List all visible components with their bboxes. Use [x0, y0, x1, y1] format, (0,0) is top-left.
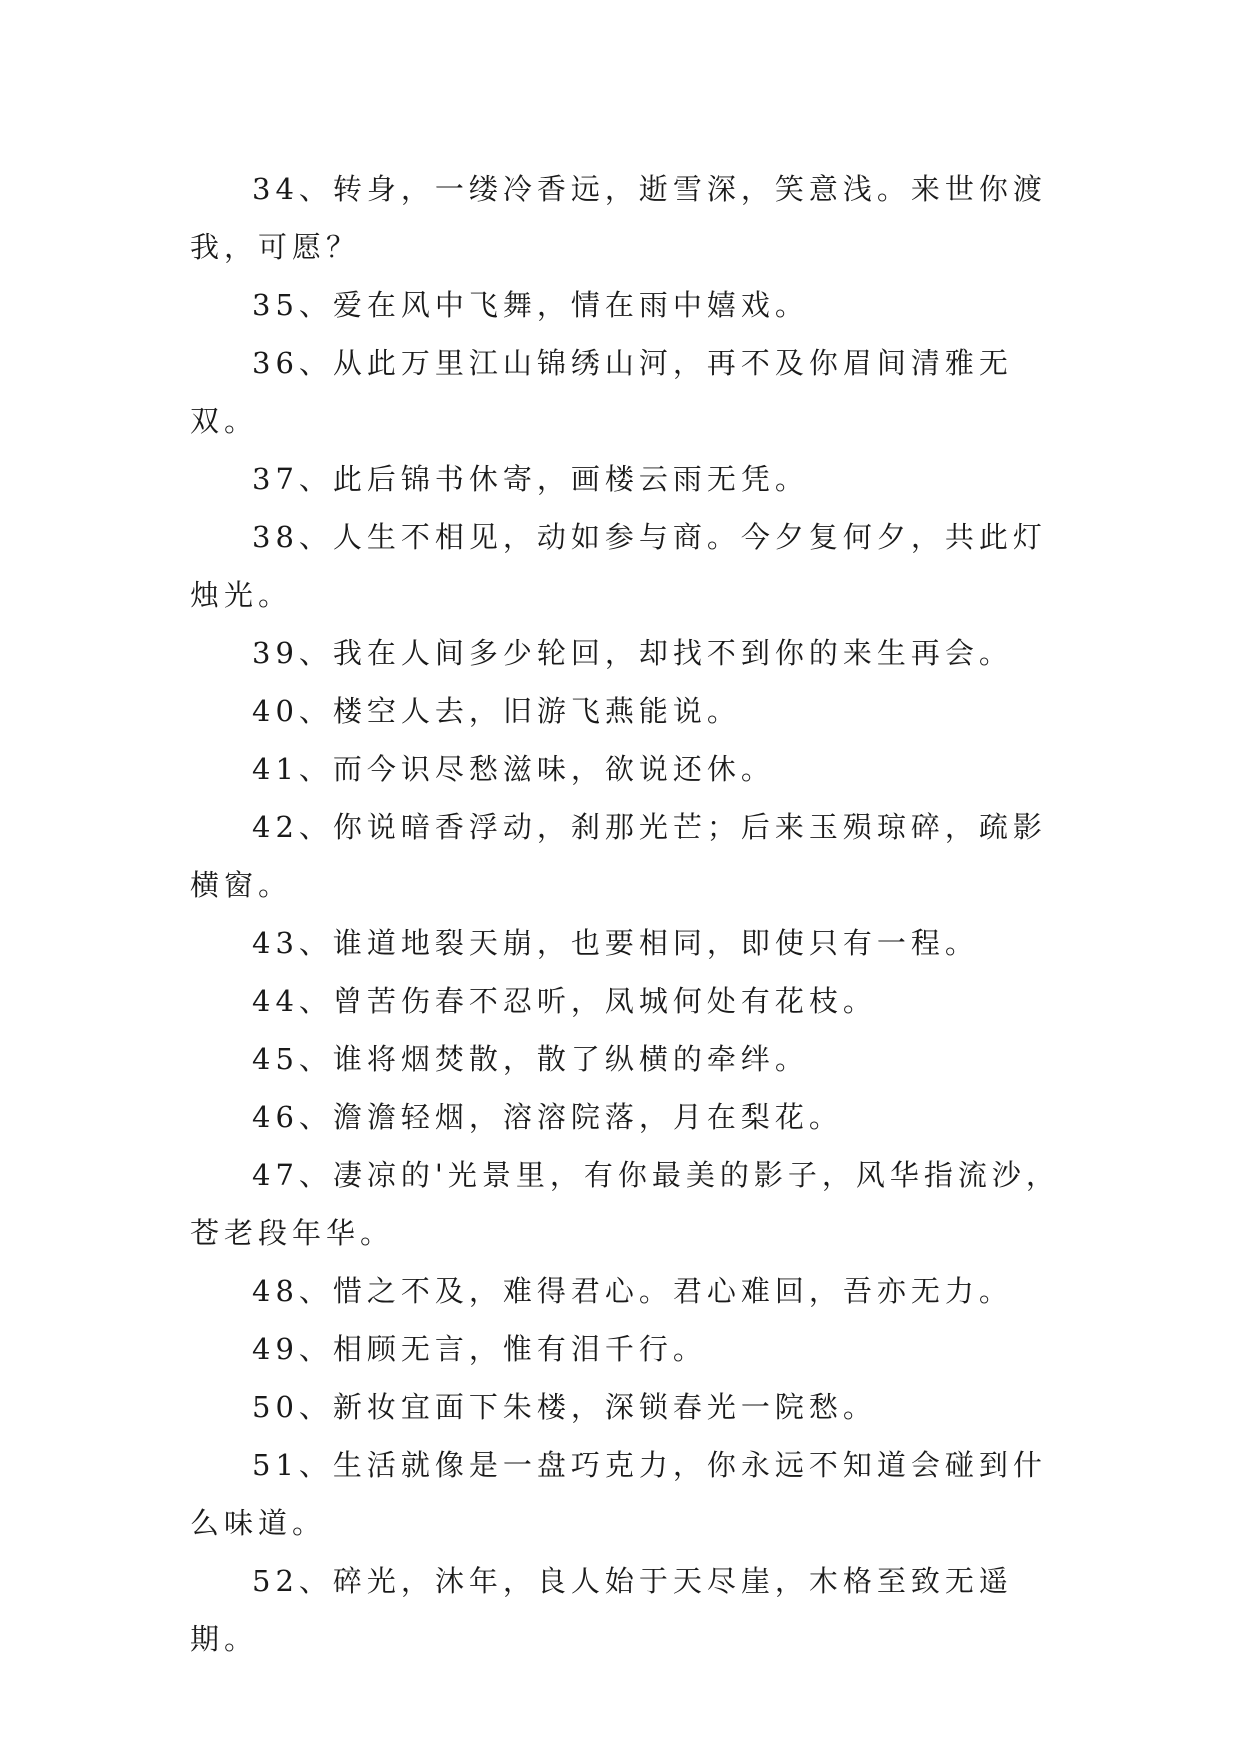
quote-paragraph: 37、此后锦书休寄，画楼云雨无凭。 — [252, 462, 809, 496]
quote-paragraph: 49、相顾无言，惟有泪千行。 — [252, 1332, 707, 1366]
quote-paragraph: 45、谁将烟焚散，散了纵横的牵绊。 — [252, 1042, 809, 1076]
quote-paragraph: 38、人生不相见，动如参与商。今夕复何夕，共此灯烛光。 — [190, 520, 1047, 612]
quote-paragraph: 46、澹澹轻烟，溶溶院落，月在梨花。 — [252, 1100, 843, 1134]
quote-paragraph: 34、转身，一缕冷香远，逝雪深，笑意浅。来世你渡我，可愿？ — [190, 172, 1047, 264]
quote-paragraph: 44、曾苦伤春不忍听，凤城何处有花枝。 — [252, 984, 877, 1018]
quote-paragraph: 43、谁道地裂天崩，也要相同，即使只有一程。 — [252, 926, 979, 960]
quote-paragraph: 41、而今识尽愁滋味，欲说还休。 — [252, 752, 775, 786]
quote-paragraph: 36、从此万里江山锦绣山河，再不及你眉间清雅无双。 — [190, 346, 1013, 438]
quote-paragraph: 51、生活就像是一盘巧克力，你永远不知道会碰到什么味道。 — [190, 1448, 1047, 1540]
quote-paragraph: 48、惜之不及，难得君心。君心难回，吾亦无力。 — [252, 1274, 1013, 1308]
quote-paragraph: 42、你说暗香浮动，刹那光芒；后来玉殒琼碎，疏影横窗。 — [190, 810, 1047, 902]
quote-paragraph: 39、我在人间多少轮回，却找不到你的来生再会。 — [252, 636, 1013, 670]
quote-list — [190, 160, 1070, 1668]
quote-paragraph: 47、凄凉的'光景里，有你最美的影子，风华指流沙，苍老段年华。 — [190, 1158, 1060, 1250]
quote-paragraph: 40、楼空人去，旧游飞燕能说。 — [252, 694, 741, 728]
quote-paragraph: 50、新妆宜面下朱楼，深锁春光一院愁。 — [252, 1390, 877, 1424]
quote-paragraph: 35、爱在风中飞舞，情在雨中嬉戏。 — [252, 288, 809, 322]
quote-paragraph: 52、碎光，沐年，良人始于天尽崖，木格至致无遥期。 — [190, 1564, 1013, 1656]
